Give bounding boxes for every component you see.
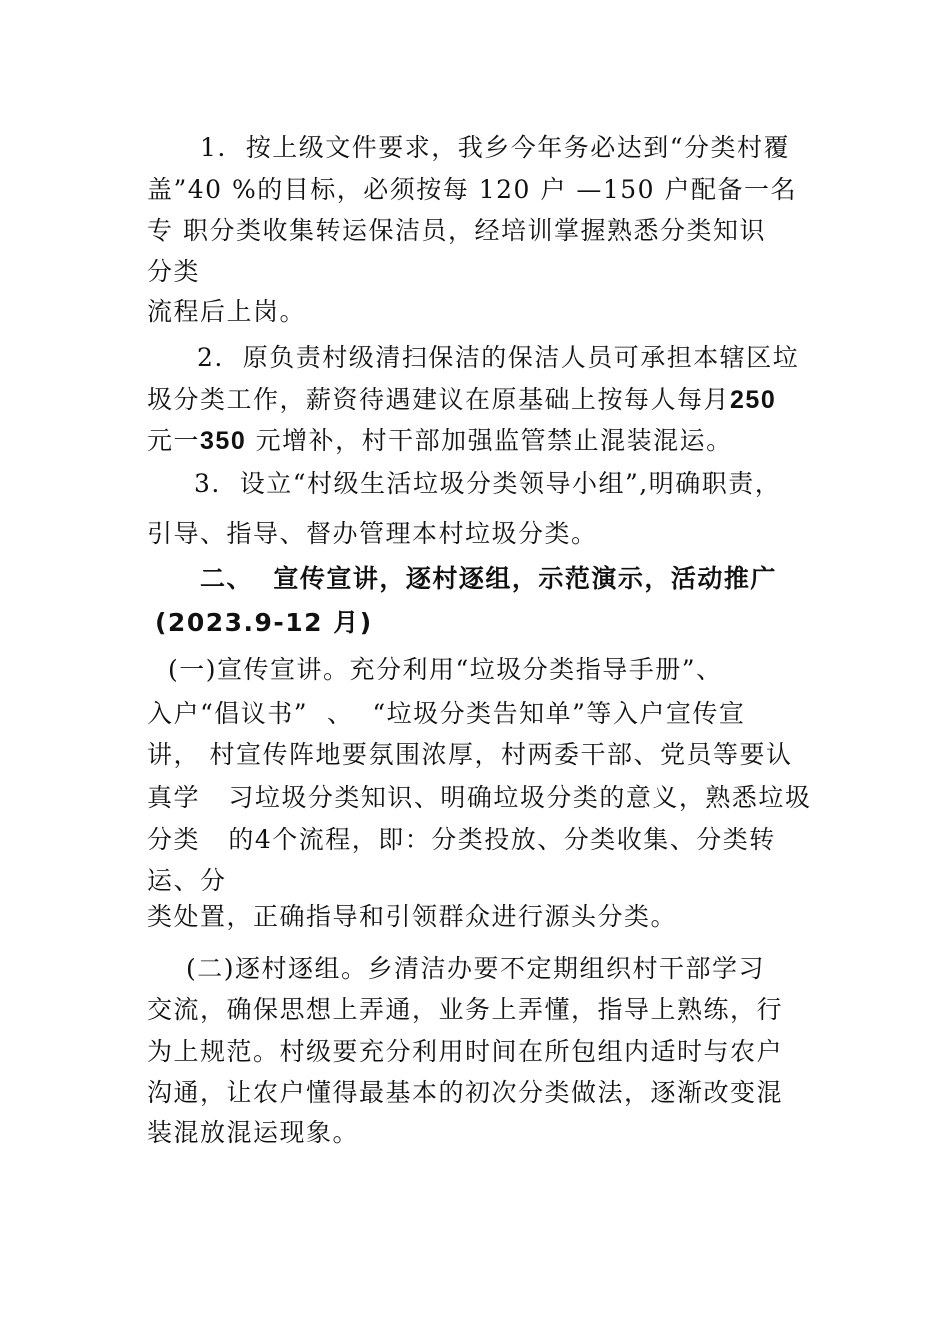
amount-250: 250 — [730, 386, 777, 414]
paragraph-2-line-2 — [147, 385, 776, 415]
subsection-1-line-5: 分类 的4个流程，即：分类投放、分类收集、分类转 — [147, 825, 776, 854]
paragraph-3-line-1: 3. 设立“村级生活垃圾分类领导小组”,明确职责， — [194, 469, 782, 498]
paragraph-1-line-3: 专 职分类收集转运保洁员，经培训掌握熟悉分类知识 — [147, 216, 766, 245]
subsection-1-line-2: 入户“倡议书” 、 “垃圾分类告知单”等入户宣传宣 — [147, 699, 746, 728]
subsection-2-line-3: 为上规范。村级要充分利用时间在所包组内适时与农户 — [147, 1037, 784, 1066]
subsection-1-line-3: 讲， 村宣传阵地要氛围浓厚，村两委干部、党员等要认 — [147, 740, 793, 769]
paragraph-2-line-1: 2. 原负责村级清扫保洁的保洁人员可承担本辖区垃 — [197, 343, 800, 372]
subsection-1-line-6: 运、分 — [147, 866, 227, 895]
subsection-2-line-5: 装混放混运现象。 — [147, 1118, 360, 1147]
paragraph-2-text-2: 元一 — [147, 426, 201, 455]
paragraph-2-text: 圾分类工作，薪资待遇建议在原基础上按每人每月 — [147, 385, 731, 414]
paragraph-3-line-2: 引导、指导、督办管理本村垃圾分类。 — [147, 519, 598, 548]
subsection-2-line-4: 沟通，让农户懂得最基本的初次分类做法，逐渐改变混 — [147, 1078, 784, 1107]
section-heading-date: (2023.9-12 月) — [155, 608, 373, 637]
subsection-1-line-7: 类处置，正确指导和引领群众进行源头分类。 — [147, 902, 678, 931]
paragraph-1-line-4: 分类 — [147, 257, 201, 286]
section-heading: 二、 宣传宣讲，逐村逐组，示范演示，活动推广 — [200, 564, 777, 593]
amount-350: 350 — [200, 427, 247, 455]
subsection-1-line-4: 真学 习垃圾分类知识、明确垃圾分类的意义，熟悉垃圾 — [147, 783, 812, 812]
paragraph-2-text-3: 元增补，村干部加强监管禁止混装混运。 — [246, 426, 733, 455]
paragraph-1-line-2: 盖”40 %的目标，必须按每 120 户 —150 户配备一名 — [147, 175, 798, 204]
paragraph-1-line-5: 流程后上岗。 — [147, 297, 307, 326]
subsection-2-line-2: 交流，确保思想上弄通，业务上弄懂，指导上熟练，行 — [147, 995, 784, 1024]
paragraph-2-line-3 — [147, 426, 733, 456]
subsection-1-line-1: (一)宣传宣讲。充分利用“垃圾分类指导手册”、 — [168, 655, 723, 684]
subsection-2-line-1: (二)逐村逐组。乡清洁办要不定期组织村干部学习 — [186, 954, 766, 983]
paragraph-1-line-1: 1. 按上级文件要求，我乡今年务必达到“分类村覆 — [200, 133, 791, 162]
